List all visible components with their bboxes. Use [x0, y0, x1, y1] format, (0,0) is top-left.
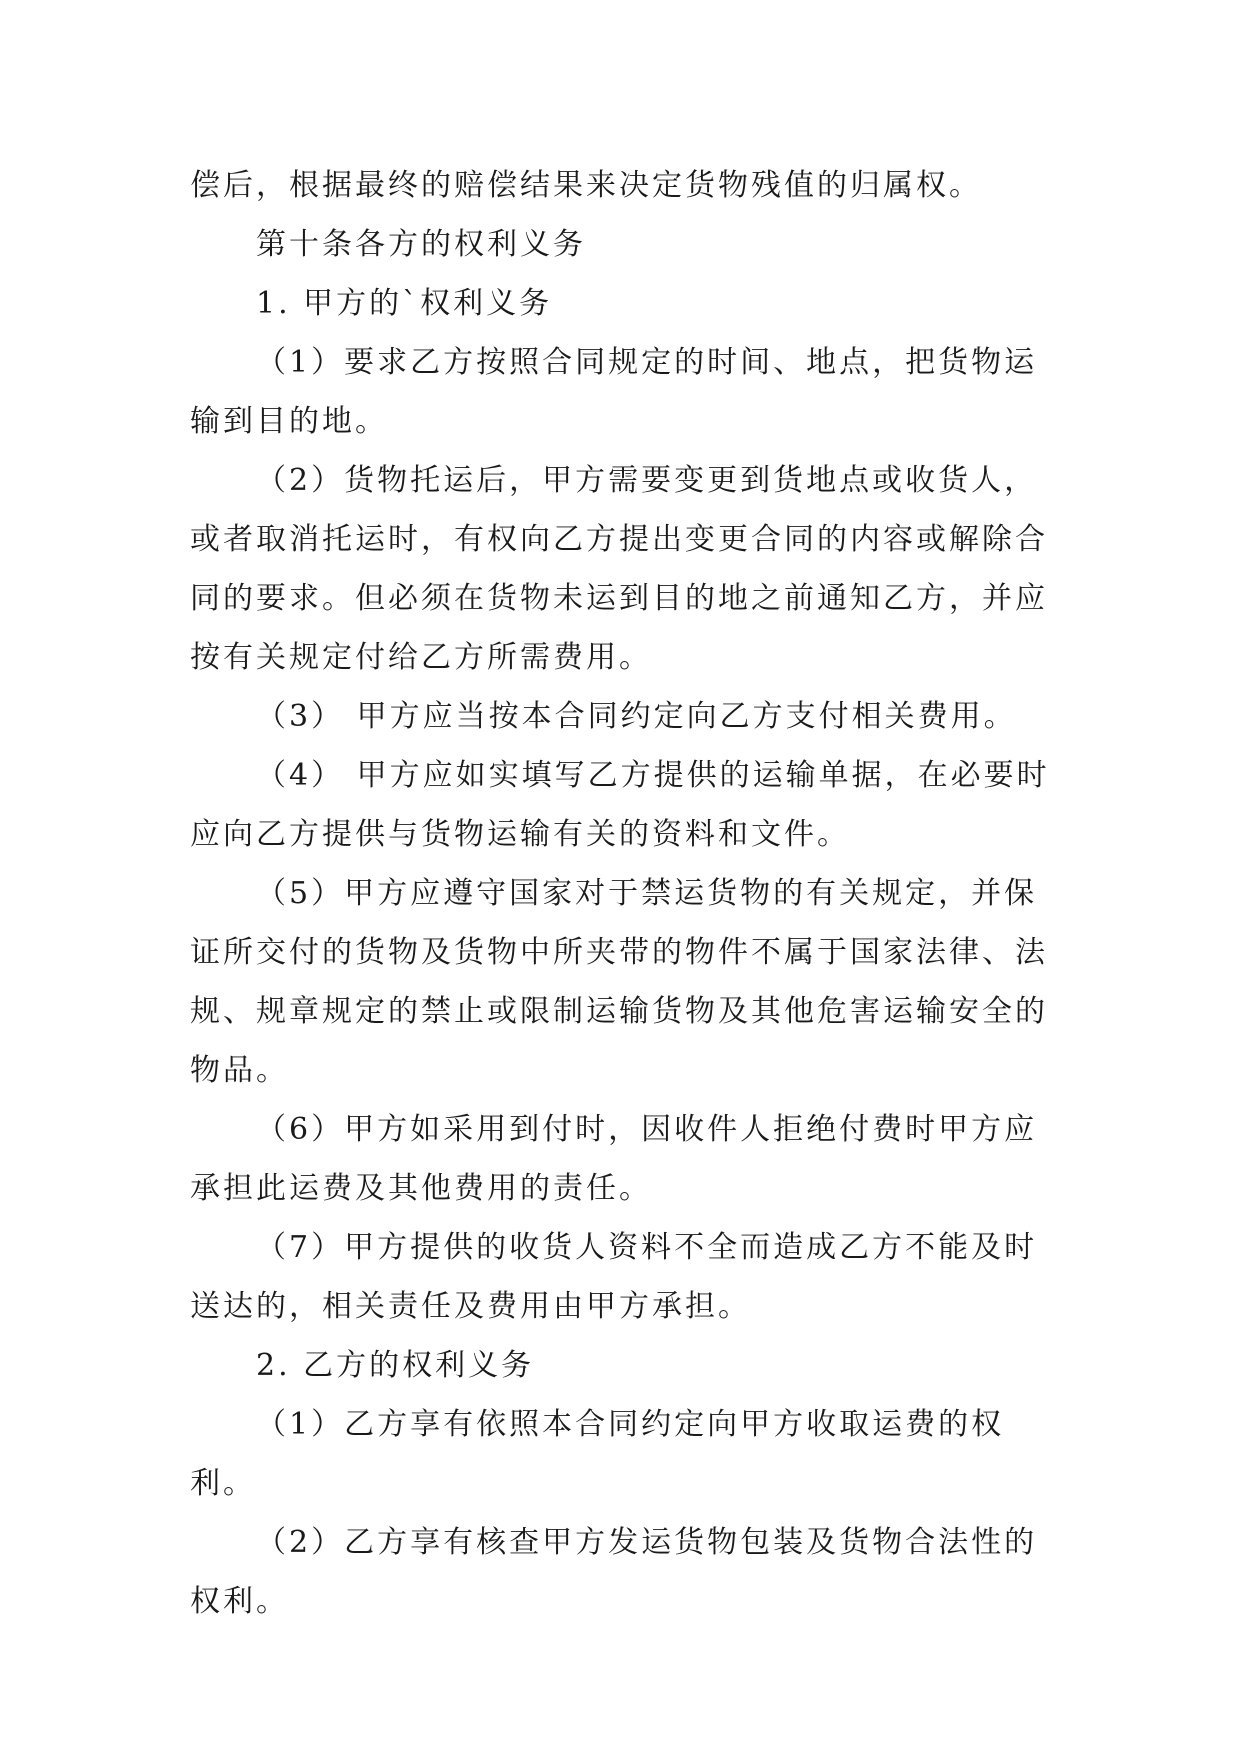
party-a-clause-7: （7）甲方提供的收货人资料不全而造成乙方不能及时送达的，相关责任及费用由甲方承担。 — [190, 1230, 1038, 1324]
document-page — [190, 156, 1050, 1631]
article-heading: 第十条各方的权利义务 — [256, 227, 586, 262]
party-b-clause-2: （2）乙方享有核查甲方发运货物包装及货物合法性的权利。 — [190, 1525, 1038, 1619]
party-a-clause-4: （4） 甲方应如实填写乙方提供的运输单据，在必要时应向乙方提供与货物运输有关的资料和文件。 — [190, 758, 1050, 852]
party-a-clause-6: （6）甲方如采用到付时，因收件人拒绝付费时甲方应承担此运费及其他费用的责任。 — [190, 1112, 1038, 1206]
party-a-clause-2: （2）货物托运后，甲方需要变更到货地点或收货人，或者取消托运时，有权向乙方提出变更合同的内容或解除合同的要求。但必须在货物未运到目的地之前通知乙方，并应按有关规定付给乙方所需费用。 — [190, 463, 1048, 675]
party-b-clause-1: （1）乙方享有依照本合同约定向甲方收取运费的权利。 — [190, 1407, 1005, 1501]
section-heading-party-a: 1. 甲方的`权利义务 — [256, 286, 553, 321]
section-heading-party-b: 2. 乙方的权利义务 — [256, 1348, 535, 1383]
party-a-clause-3: （3） 甲方应当按本合同约定向乙方支付相关费用。 — [256, 699, 1017, 734]
party-a-clause-1: （1）要求乙方按照合同规定的时间、地点，把货物运输到目的地。 — [190, 345, 1038, 439]
party-a-clause-5: （5）甲方应遵守国家对于禁运货物的有关规定，并保证所交付的货物及货物中所夹带的物件不属于国家法律、法规、规章规定的禁止或限制运输货物及其他危害运输安全的物品。 — [190, 876, 1048, 1088]
paragraph-continuation: 偿后，根据最终的赔偿结果来决定货物残值的归属权。 — [190, 168, 982, 203]
